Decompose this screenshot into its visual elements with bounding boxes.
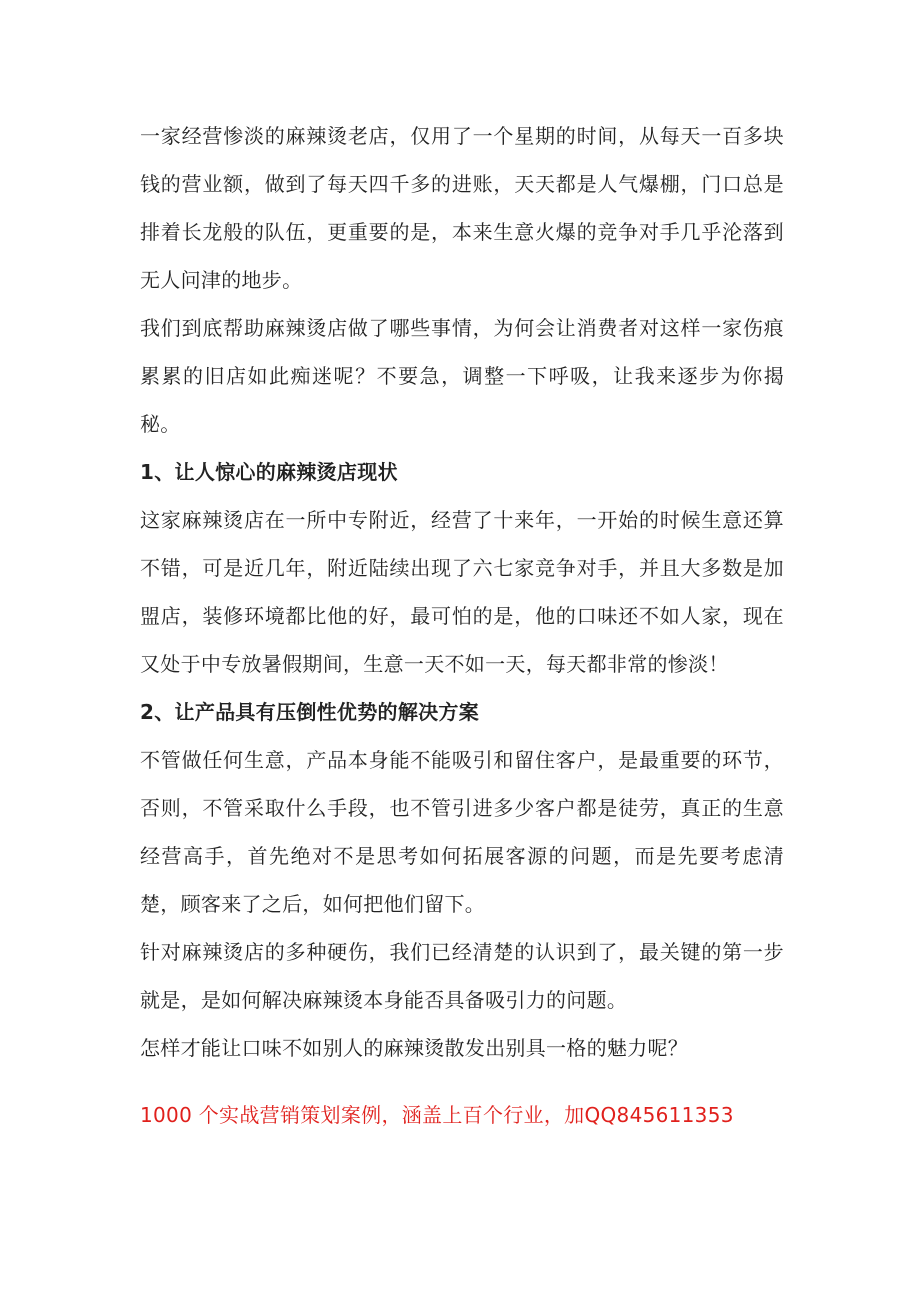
- section-1-heading: 1、让人惊心的麻辣烫店现状: [140, 460, 398, 484]
- section-2-paragraph-1: 不管做任何生意，产品本身能不能吸引和留住客户，是最重要的环节，否则，不管采取什么手段，也不管引进多少客户都是徒劳，真正的生意经营高手，首先绝对不是思考如何拓展客源的问题，而是先要考虑清楚，顾客来了之后，如何把他们留下。: [140, 748, 784, 916]
- promo-text: 1000 个实战营销策划案例，涵盖上百个行业，加QQ845611353: [140, 1103, 734, 1127]
- section-1-body: 这家麻辣烫店在一所中专附近，经营了十来年，一开始的时候生意还算不错，可是近几年，附近陆续出现了六七家竞争对手，并且大多数是加盟店，装修环境都比他的好，最可怕的是，他的口味还不如人家，现在又处于中专放暑假期间，生意一天不如一天，每天都非常的惨淡！: [140, 508, 784, 676]
- intro-paragraph-1: 一家经营惨淡的麻辣烫老店，仅用了一个星期的时间，从每天一百多块钱的营业额，做到了每天四千多的进账，天天都是人气爆棚，门口总是排着长龙般的队伍，更重要的是，本来生意火爆的竞争对手几乎沦落到无人问津的地步。: [140, 124, 784, 292]
- section-2-heading: 2、让产品具有压倒性优势的解决方案: [140, 700, 480, 724]
- intro-paragraph-2: 我们到底帮助麻辣烫店做了哪些事情，为何会让消费者对这样一家伤痕累累的旧店如此痴迷呢？不要急，调整一下呼吸，让我来逐步为你揭秘。: [140, 316, 784, 436]
- section-2-paragraph-3: 怎样才能让口味不如别人的麻辣烫散发出别具一格的魅力呢？: [140, 1036, 689, 1060]
- spacer: [140, 1072, 784, 1098]
- document-page: [140, 112, 784, 1132]
- section-2-paragraph-2: 针对麻辣烫店的多种硬伤，我们已经清楚的认识到了，最关键的第一步就是，是如何解决麻辣烫本身能否具备吸引力的问题。: [140, 940, 784, 1012]
